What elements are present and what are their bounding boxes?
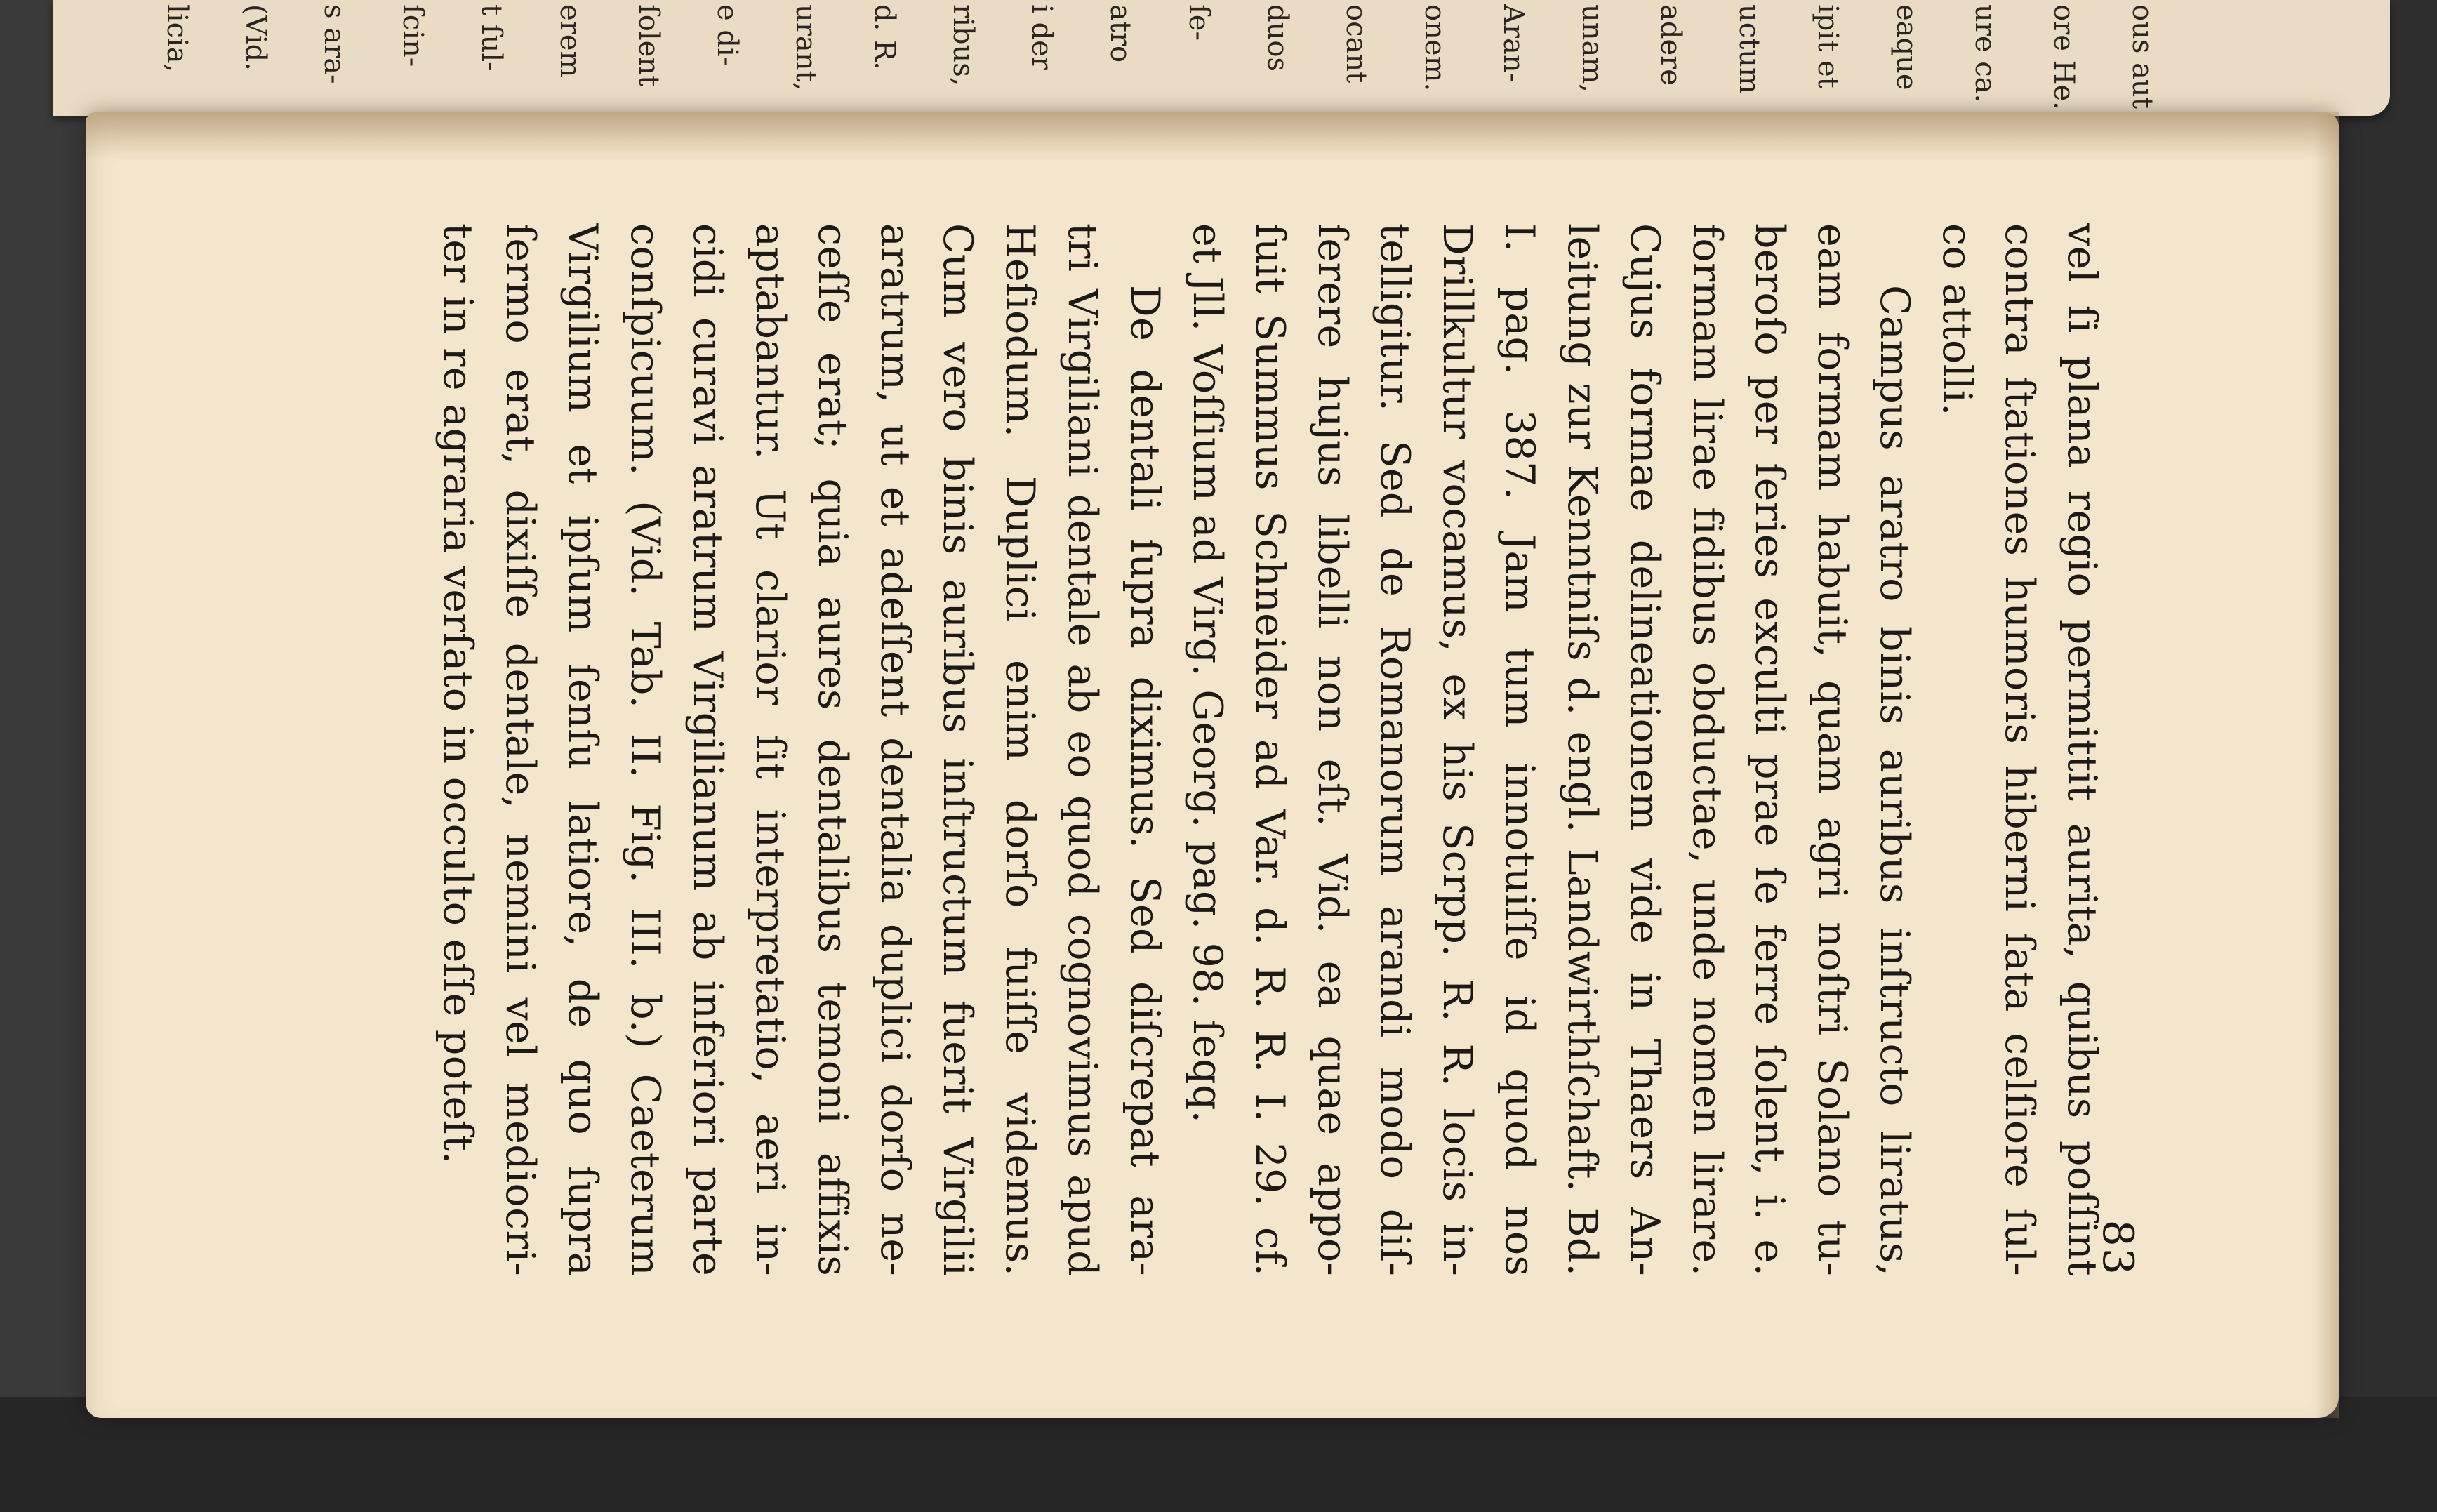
previous-page-fragment: eaque bbox=[1890, 4, 1923, 91]
previous-page-fragment: erem bbox=[554, 4, 586, 78]
text-line: Cum vero binis auribus inſtructum fuerit Virgilii bbox=[934, 223, 981, 1276]
text-line: eam formam habuit, quam agri noſtri Solano tu- bbox=[1809, 223, 1855, 1276]
text-line: contra ſtationes humoris hiberni ſata celſiore ſul- bbox=[1996, 223, 2043, 1276]
text-line: vel ſi plana regio permittit aurita, quibus poſſint bbox=[2059, 223, 2105, 1276]
previous-page-fragment: s ara- bbox=[318, 4, 350, 84]
previous-page-fragment: Aran- bbox=[1497, 4, 1529, 83]
previous-page-fragment: d. R. bbox=[868, 4, 901, 70]
previous-page-fragment: ſolent bbox=[632, 4, 665, 87]
previous-page-fragment: i der bbox=[1025, 4, 1058, 70]
previous-page-fragment: ipit et bbox=[1812, 4, 1844, 88]
previous-page-fragment: adere bbox=[1654, 4, 1687, 86]
background-right bbox=[2337, 0, 2437, 1512]
previous-page-fragment: ore He. bbox=[2047, 4, 2080, 110]
previous-page-fragment: ribus, bbox=[947, 4, 979, 86]
text-line: leitung zur Kenntniſs d. engl. Landwirthſchaft. Bd. bbox=[1559, 223, 1605, 1276]
previous-page-fragment: t ſul- bbox=[475, 4, 507, 72]
text-line: co attolli. bbox=[1934, 223, 1980, 416]
text-line: I. pag. 387. Jam tum innotuiſſe id quod nos bbox=[1496, 223, 1543, 1276]
page-edge bbox=[2313, 112, 2339, 1418]
previous-page-fragment: duos bbox=[1261, 4, 1294, 72]
previous-page-fragment: unam, bbox=[1576, 4, 1608, 93]
text-line: Drillkultur vocamus, ex his Scrpp. R. R. locis in- bbox=[1434, 223, 1480, 1276]
text-line: ſermo erat, dixiſſe dentale, nemini vel mediocri- bbox=[497, 223, 543, 1276]
previous-page-fragment: ocant bbox=[1340, 4, 1372, 84]
previous-page-fragment: e di- bbox=[711, 4, 743, 67]
previous-page-fragment: atro bbox=[1104, 4, 1136, 63]
text-line: Campus aratro binis auribus inſtructo liratus, bbox=[1871, 285, 1918, 1276]
text-line: ceſſe erat; quia aures dentalibus temoni affixis bbox=[809, 223, 856, 1276]
text-line: et Jll. Voſſium ad Virg. Georg. pag. 98. ſeqq. bbox=[1184, 223, 1230, 1124]
text-line: aratrum, ut et adeſſent dentalia duplici dorſo ne- bbox=[872, 223, 918, 1276]
text-line: Virgilium et ipſum ſenſu latiore, de quo ſupra bbox=[559, 223, 606, 1276]
text-line: formam lirae fidibus obductae, unde nomen lirare. bbox=[1684, 223, 1730, 1276]
gutter-shadow bbox=[86, 112, 2339, 161]
text-line: tri Virgiliani dentale ab eo quod cognovimus apud bbox=[1059, 223, 1105, 1276]
page-number: 83 bbox=[2093, 1219, 2142, 1276]
previous-page-fragment: (Vid. bbox=[239, 4, 272, 71]
text-line: ſerere hujus libelli non eſt. Vid. ea quae appo- bbox=[1309, 223, 1355, 1276]
page-text-block bbox=[386, 223, 2142, 1276]
text-line: aptabantur. Ut clarior ſit interpretatio, aeri in- bbox=[747, 223, 793, 1276]
previous-page-strip bbox=[53, 0, 2390, 116]
previous-page-fragment: onem. bbox=[1419, 4, 1451, 92]
text-line: cidi curavi aratrum Virgilianum ab inferiori parte bbox=[684, 223, 731, 1276]
previous-page-fragment: licia, bbox=[161, 4, 193, 73]
text-line: De dentali ſupra diximus. Sed diſcrepat ara- bbox=[1122, 285, 1168, 1276]
previous-page-fragment: ure ca. bbox=[1969, 4, 2001, 103]
previous-page-fragment: ſe- bbox=[1183, 4, 1215, 41]
previous-page-fragment: ſcin- bbox=[397, 4, 429, 67]
text-line: conſpicuum. (Vid. Tab. II. Fig. III. b.) Caeterum bbox=[622, 223, 668, 1276]
previous-page-fragment: urant, bbox=[790, 4, 822, 91]
text-line: ter in re agraria verſato in occulto eſſe poteſt. bbox=[434, 223, 481, 1165]
previous-page-fragment: ous aut bbox=[2126, 4, 2158, 109]
previous-page-fragment: uctum bbox=[1733, 4, 1765, 94]
text-line: Heſiodum. Duplici enim dorſo fuiſſe videmus. bbox=[997, 223, 1043, 1276]
text-line: ſuit Summus Schneider ad Var. d. R. R. I. 29. cf. bbox=[1247, 223, 1293, 1276]
text-line: Cujus formae delineationem vide in Thaers An- bbox=[1621, 223, 1668, 1276]
text-line: beroſo per ſeries exculti prae ſe ferre ſolent, i. e. bbox=[1746, 223, 1793, 1276]
text-line: telligitur. Sed de Romanorum arandi modo diſ- bbox=[1372, 223, 1418, 1276]
